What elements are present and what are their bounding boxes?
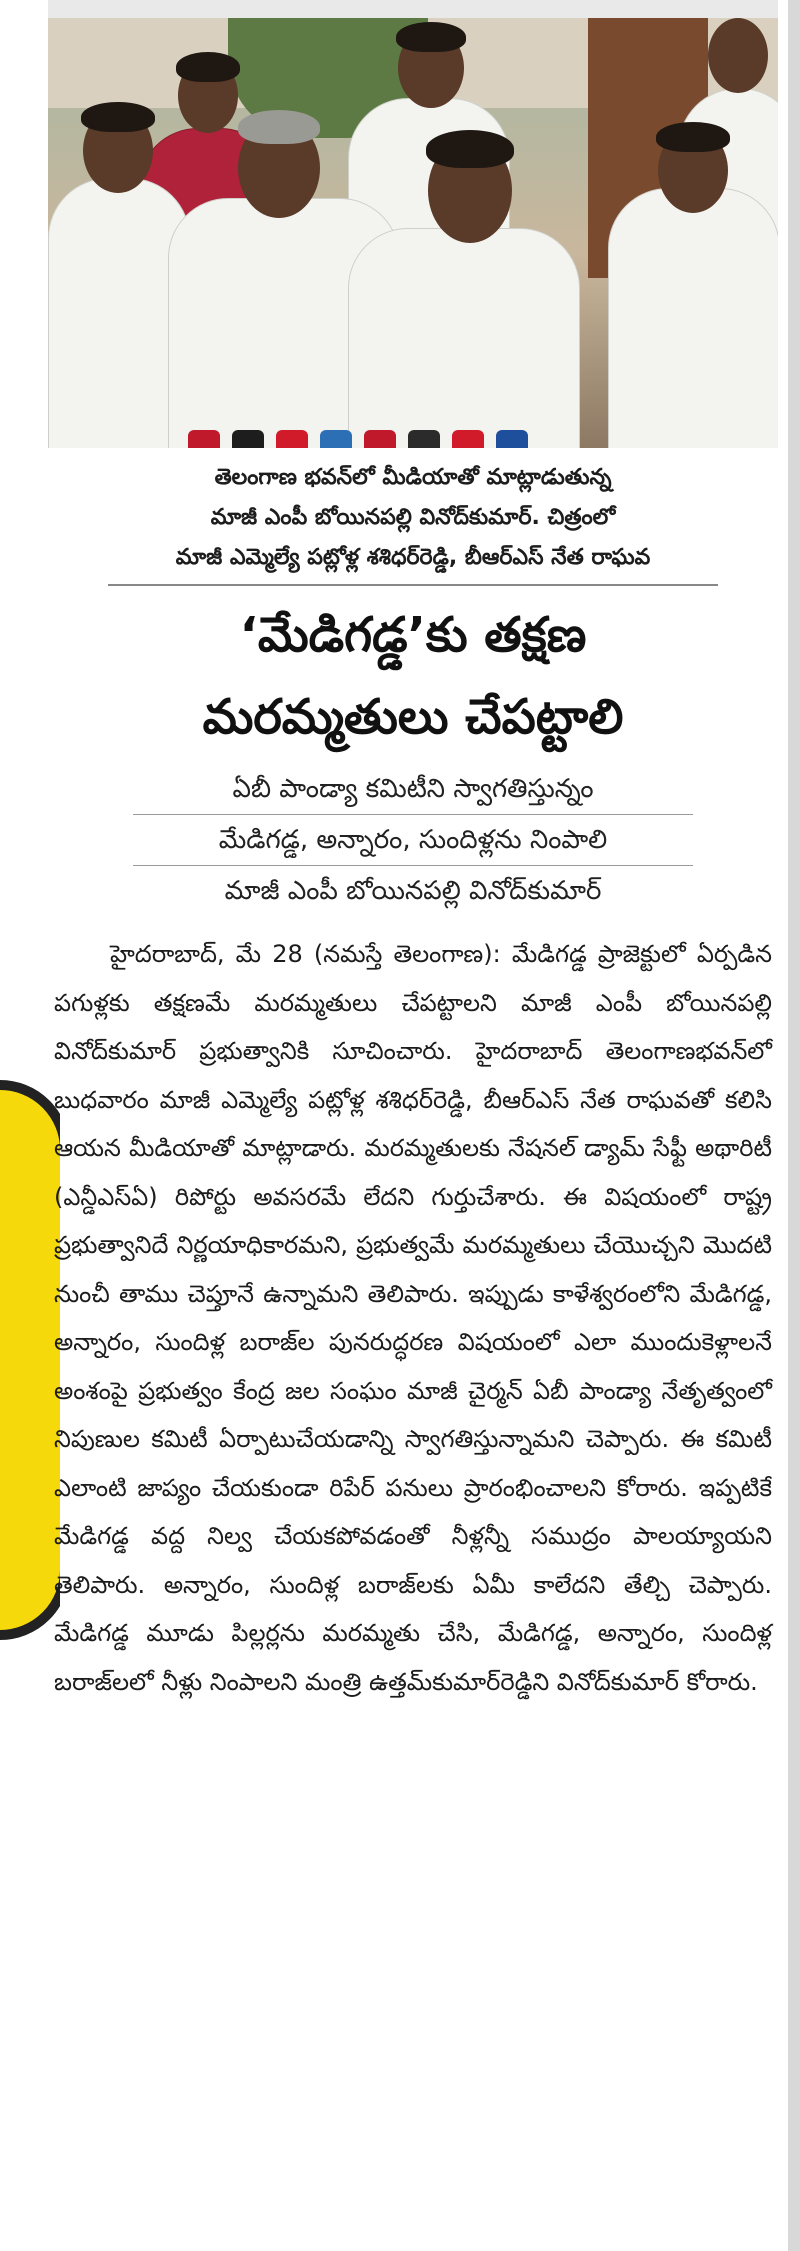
photo-caption	[48, 458, 778, 578]
subhead-line: ఏబీ పాండ్యా కమిటీని స్వాగతిస్తున్నం	[133, 764, 693, 815]
caption-line: మాజీ ఎంపీ బోయినపల్లి వినోద్‌కుమార్. చిత్రంలో	[210, 505, 616, 530]
news-article	[48, 18, 778, 1706]
article-subheadings	[133, 764, 693, 916]
microphone-icon	[320, 430, 352, 448]
microphone-icon	[452, 430, 484, 448]
press-conference-photo	[48, 18, 778, 448]
microphone-icon	[408, 430, 440, 448]
article-body: హైదరాబాద్, మే 28 (నమస్తే తెలంగాణ): మేడిగడ్డ ప్రాజెక్టులో ఏర్పడిన పగుళ్లకు తక్షణమే మరమ్మతులు చేపట్టాలని మాజీ ఎంపీ బోయినపల్లి వినోద్‌కుమార్ ప్రభుత్వానికి సూచించారు. హైదరాబాద్ తెలంగాణభవన్‌లో బుధవారం మాజీ ఎమ్మెల్యే పట్లోళ్ల శశిధర్‌రెడ్డి, బీఆర్‌ఎస్ నేత రాఘవతో కలిసి ఆయన మీడియాతో మాట్లాడారు. మరమ్మతులకు నేషనల్ డ్యామ్ సేఫ్టీ అథారిటీ (ఎన్డీఎస్‌ఏ) రిపోర్టు అవసరమే లేదని గుర్తుచేశారు. ఈ విషయంలో రాష్ట్ర ప్రభుత్వానిదే నిర్ణయాధికారమని, ప్రభుత్వమే మరమ్మతులు చేయొచ్చని మొదటి నుంచీ తాము చెప్తూనే ఉన్నామని తెలిపారు. ఇప్పుడు కాళేశ్వరంలోని మేడిగడ్డ, అన్నారం, సుందిళ్ల బరాజ్‌ల పునరుద్ధరణ విషయంలో ఎలా ముందుకెళ్లాలనే అంశంపై ప్రభుత్వం కేంద్ర జల సంఘం మాజీ చైర్మన్ ఏబీ పాండ్యా నేతృత్వంలో నిపుణుల కమిటీ ఏర్పాటుచేయడాన్ని స్వాగతిస్తున్నామని చెప్పారు. ఈ కమిటీ ఎలాంటి జాప్యం చేయకుండా రిపేర్ పనులు ప్రారంభించాలని కోరారు. ఇప్పటికే మేడిగడ్డ వద్ద నిల్వ చేయకపోవడంతో నీళ్లన్నీ సముద్రం పాలయ్యాయని తెలిపారు. అన్నారం, సుందిళ్ల బరాజ్‌లకు ఏమీ కాలేదని తేల్చి చెప్పారు. మేడిగడ్డ మూడు పిల్లర్లను మరమ్మతు చేసి, మేడిగడ్డ, అన్నారం, సుందిళ్ల బరాజ్‌లలో నీళ్లు నింపాలని మంత్రి ఉత్తమ్‌కుమార్‌రెడ్డిని వినోద్‌కుమార్ కోరారు.	[54, 940, 772, 1696]
article-headline	[48, 594, 778, 758]
page-top-strip	[48, 0, 778, 18]
caption-line: మాజీ ఎమ్మెల్యే పట్లోళ్ల శశిధర్‌రెడ్డి, బీఆర్‌ఎస్ నేత రాఘవ	[175, 545, 651, 570]
microphone-icon	[364, 430, 396, 448]
microphone-icon	[496, 430, 528, 448]
microphone-icon	[188, 430, 220, 448]
subhead-line: మాజీ ఎంపీ బోయినపల్లి వినోద్‌కుమార్	[224, 876, 602, 906]
subhead-line: మేడిగడ్డ, అన్నారం, సుందిళ్లను నింపాలి	[133, 815, 693, 866]
headline-line: ‘మేడిగడ్డ’కు తక్షణ	[239, 607, 587, 663]
headline-line: మరమ్మతులు చేపట్టాలి	[202, 689, 624, 745]
caption-divider	[108, 584, 718, 586]
microphone-cluster	[188, 416, 568, 448]
page-right-margin	[788, 0, 800, 2251]
microphone-icon	[232, 430, 264, 448]
caption-line: తెలంగాణ భవన్‌లో మీడియాతో మాట్లాడుతున్న	[214, 465, 612, 490]
microphone-icon	[276, 430, 308, 448]
